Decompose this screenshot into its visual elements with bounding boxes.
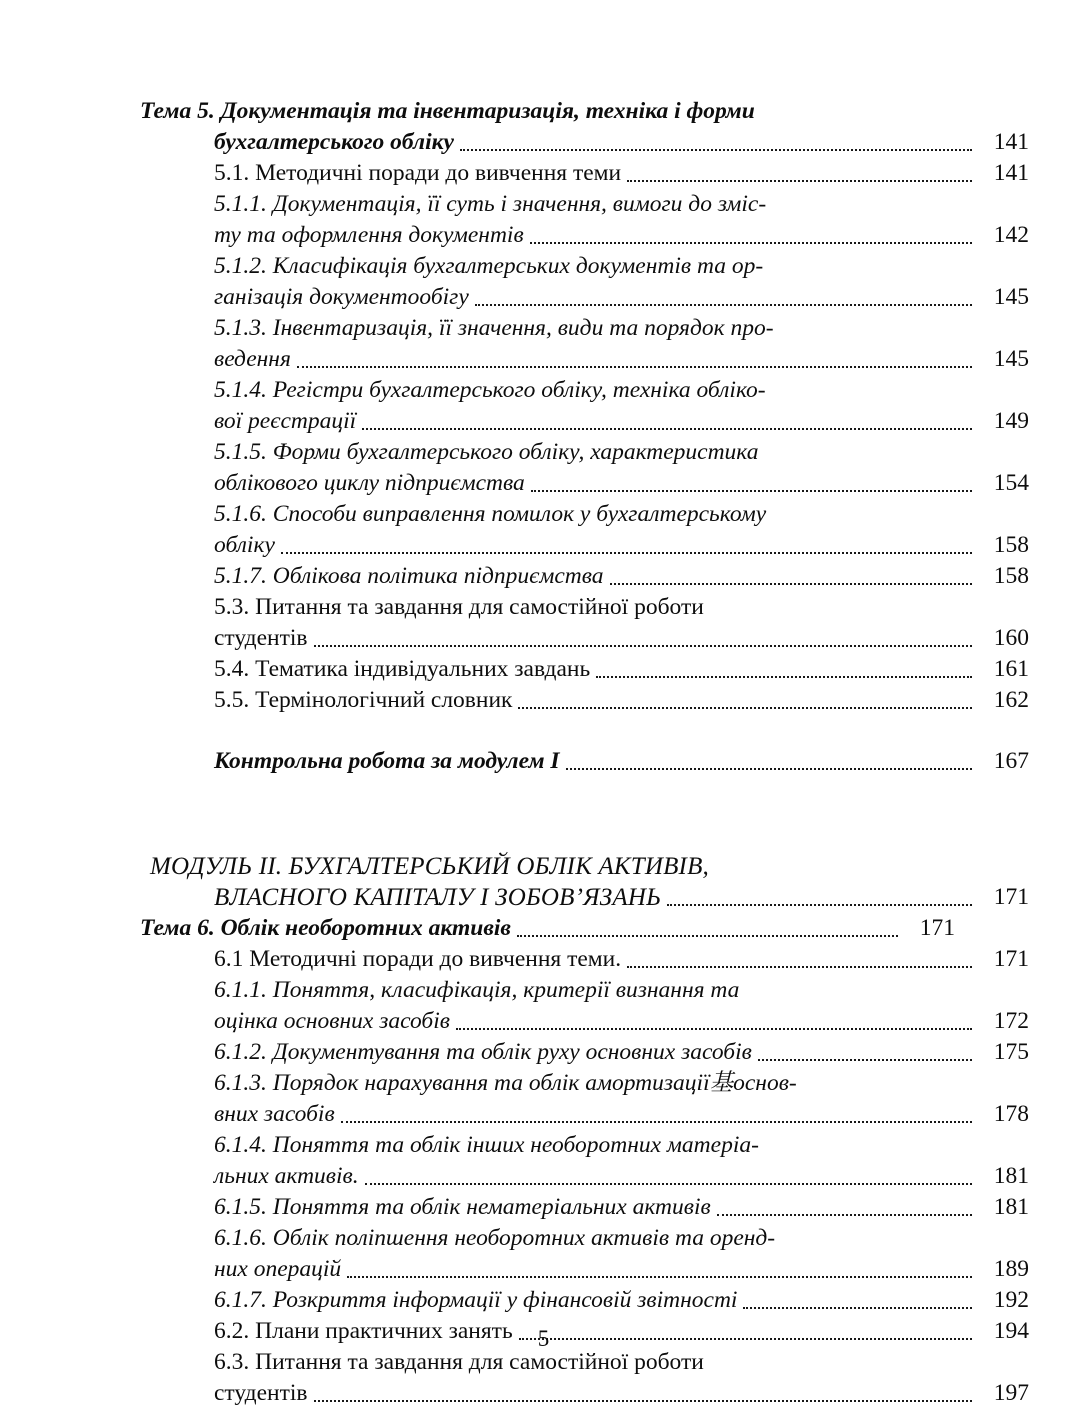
- toc-entry[interactable]: [140, 375, 1029, 437]
- toc-entry-page: 158: [993, 532, 1029, 558]
- toc-entry-page: 162: [993, 687, 1029, 713]
- toc-entry-page: 194: [993, 1318, 1029, 1344]
- toc-entry-page: 171: [919, 915, 955, 941]
- toc-entry-text: 6.3. Питання та завдання для самостійної роботи: [214, 1349, 704, 1375]
- toc-entry-page: 141: [993, 160, 1029, 186]
- toc-entry-page: 149: [993, 408, 1029, 434]
- toc-entry-page: 158: [993, 563, 1029, 589]
- toc-entry-text: 6.1.5. Поняття та облік нематеріальних активів: [214, 1194, 711, 1220]
- leader-dots: [365, 1183, 972, 1185]
- toc-entry-text: 6.1.4. Поняття та облік інших необоротних матеріа-: [214, 1132, 759, 1158]
- leader-dots: [362, 428, 972, 430]
- toc-entry-text: бухгалтерського обліку: [214, 129, 454, 155]
- toc-entry-page: 181: [993, 1194, 1029, 1220]
- toc-entry-text: 5.3. Питання та завдання для самостійної роботи: [214, 594, 704, 620]
- leader-dots: [341, 1121, 972, 1123]
- toc-entry-text: студентів: [214, 625, 308, 651]
- toc-entry-page: 142: [993, 222, 1029, 248]
- toc-entry[interactable]: [140, 1068, 1029, 1130]
- toc-entry-text: 6.1.1. Поняття, класифікація, критерії визнання та: [214, 977, 740, 1003]
- toc-entry-text: ведення: [214, 346, 291, 372]
- toc-entry[interactable]: [140, 1130, 1029, 1192]
- toc-entry[interactable]: [140, 913, 955, 944]
- toc-entry-text: 6.1.2. Документування та облік руху основних засобів: [214, 1039, 752, 1065]
- toc-entry-text: облікового циклу підприємства: [214, 470, 525, 496]
- toc-entry-text: оцінка основних засобів: [214, 1008, 450, 1034]
- leader-dots: [627, 966, 972, 968]
- toc-entry[interactable]: [140, 975, 1029, 1037]
- leader-dots: [566, 768, 972, 770]
- leader-dots: [518, 707, 972, 709]
- toc-entry-text: 5.1.5. Форми бухгалтерського обліку, характеристика: [214, 439, 759, 465]
- leader-dots: [460, 149, 972, 151]
- toc-entry-text: обліку: [214, 532, 275, 558]
- toc-entry-text: 5.1.4. Регістри бухгалтерського обліку, техніка обліко-: [214, 377, 766, 403]
- toc-entry-text: ВЛАСНОГО КАПІТАЛУ І ЗОБОВ’ЯЗАНЬ: [214, 884, 662, 911]
- toc-entry-text: 5.1.3. Інвентаризація, її значення, види та порядок про-: [214, 315, 774, 341]
- toc-entry-text: ту та оформлення документів: [214, 222, 524, 248]
- leader-dots: [281, 552, 972, 554]
- toc-entry-page: 161: [993, 656, 1029, 682]
- toc-entry-page: 192: [993, 1287, 1029, 1313]
- toc-entry-page: 178: [993, 1101, 1029, 1127]
- toc-entry-text: 5.1.2. Класифікація бухгалтерських документів та ор-: [214, 253, 764, 279]
- toc-entry-page: 181: [993, 1163, 1029, 1189]
- toc-entry[interactable]: [140, 561, 1029, 592]
- leader-dots: [531, 490, 972, 492]
- leader-dots: [517, 935, 898, 937]
- toc-entry-text: 5.1. Методичні поради до вивчення теми: [214, 160, 622, 186]
- toc-entry[interactable]: [140, 499, 1029, 561]
- leader-dots: [314, 645, 972, 647]
- toc-entry[interactable]: [140, 1285, 1029, 1316]
- leader-dots: [347, 1276, 972, 1278]
- leader-dots: [314, 1400, 972, 1402]
- leader-dots: [717, 1214, 972, 1216]
- toc-entry-text: МОДУЛЬ II. БУХГАЛТЕРСЬКИЙ ОБЛІК АКТИВІВ,: [150, 853, 710, 880]
- toc-entry-text: 6.1.6. Облік поліпшення необоротних активів та оренд-: [214, 1225, 776, 1251]
- leader-dots: [627, 180, 972, 182]
- toc-entry-text: ганізація документообігу: [214, 284, 469, 310]
- toc-entry-text: 6.1.3. Порядок нарахування та облік амортизації基основ-: [214, 1070, 797, 1096]
- leader-dots: [475, 304, 972, 306]
- leader-dots: [297, 366, 972, 368]
- toc-entry-text: льних активів.: [214, 1163, 359, 1189]
- toc-entry-text: 5.5. Термінологічний словник: [214, 687, 513, 713]
- toc-entry-text: вних засобів: [214, 1101, 335, 1127]
- leader-dots: [530, 242, 972, 244]
- toc-entry-page: 141: [993, 129, 1029, 155]
- toc-entry[interactable]: [140, 654, 1029, 685]
- toc-entry[interactable]: [140, 746, 1029, 777]
- toc-entry-text: них операцій: [214, 1256, 342, 1282]
- toc-entry-text: 6.1 Методичні поради до вивчення теми.: [214, 946, 622, 972]
- toc-entry-page: 145: [993, 284, 1029, 310]
- toc-entry-page: 175: [993, 1039, 1029, 1065]
- toc-entry[interactable]: [140, 437, 1029, 499]
- toc-entry[interactable]: [140, 1347, 1029, 1409]
- toc-entry-page: 197: [993, 1380, 1029, 1406]
- toc-entry-page: 145: [993, 346, 1029, 372]
- toc-entry-text: 5.1.7. Облікова політика підприємства: [214, 563, 604, 589]
- toc-entry-text: 5.4. Тематика індивідуальних завдань: [214, 656, 591, 682]
- toc-entry[interactable]: [140, 313, 1029, 375]
- leader-dots: [610, 583, 972, 585]
- toc-entry-page: 154: [993, 470, 1029, 496]
- toc-entry-text: Тема 5. Документація та інвентаризація, техніка і форми: [140, 98, 755, 124]
- toc-entry[interactable]: [140, 158, 1029, 189]
- table-of-contents: [140, 96, 1029, 1409]
- toc-entry[interactable]: [140, 1192, 1029, 1223]
- toc-entry[interactable]: [140, 592, 1029, 654]
- toc-entry-text: 6.2. Плани практичних занять: [214, 1318, 513, 1344]
- toc-entry-page: 171: [993, 946, 1029, 972]
- toc-entry[interactable]: [140, 1223, 1029, 1285]
- leader-dots: [758, 1059, 972, 1061]
- toc-entry-text: студентів: [214, 1380, 308, 1406]
- toc-entry[interactable]: [140, 1037, 1029, 1068]
- toc-entry-text: Тема 6. Облік необоротних активів: [140, 915, 511, 941]
- page-number: 5: [537, 1326, 550, 1351]
- leader-dots: [667, 904, 972, 906]
- leader-dots: [596, 676, 972, 678]
- leader-dots: [456, 1028, 972, 1030]
- section-spacer: [140, 777, 955, 851]
- toc-entry[interactable]: [140, 251, 1029, 313]
- toc-entry-page: 160: [993, 625, 1029, 651]
- toc-entry-page: 171: [993, 884, 1029, 910]
- toc-entry-text: Контрольна робота за модулем I: [214, 748, 560, 774]
- toc-entry[interactable]: [140, 851, 1029, 913]
- toc-entry[interactable]: [140, 685, 1029, 716]
- toc-entry-text: 5.1.1. Документація, її суть і значення, вимоги до зміс-: [214, 191, 767, 217]
- toc-entry-text: 5.1.6. Способи виправлення помилок у бухгалтерському: [214, 501, 767, 527]
- toc-entry[interactable]: [140, 96, 1029, 158]
- toc-entry-page: 189: [993, 1256, 1029, 1282]
- toc-entry[interactable]: [140, 944, 1029, 975]
- toc-entry-text: 6.1.7. Розкриття інформації у фінансовій звітності: [214, 1287, 738, 1313]
- toc-entry[interactable]: [140, 189, 1029, 251]
- leader-dots: [743, 1307, 972, 1309]
- toc-entry-page: 172: [993, 1008, 1029, 1034]
- toc-entry-page: 167: [993, 748, 1029, 774]
- toc-entry-text: вої реєстрації: [214, 408, 357, 434]
